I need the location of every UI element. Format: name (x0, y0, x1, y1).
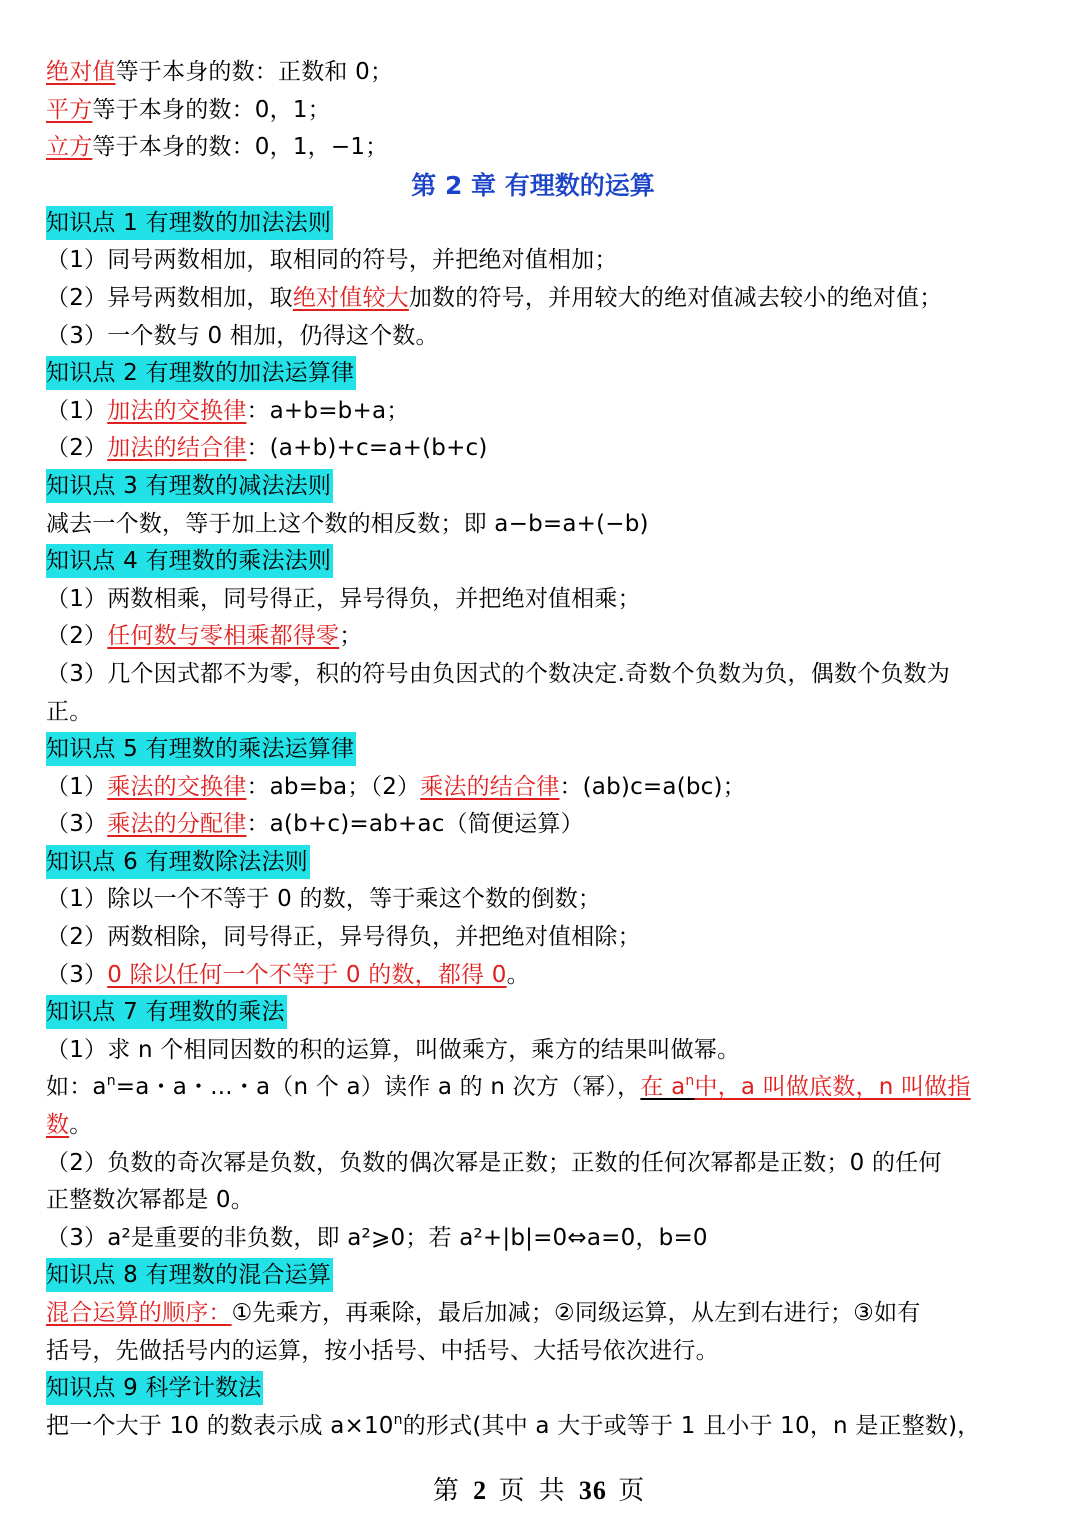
term-square: 平方 (46, 96, 93, 123)
kp8-line1: 混合运算的顺序：①先乘方，再乘除，最后加减；②同级运算，从左到右进行；③如有 (46, 1300, 921, 1326)
red-term: 0 除以任何一个不等于 0 的数，都得 0 (107, 961, 507, 988)
kp7-line2: 如：$a^n=a$・a・...・a（n 个 a）读作 a 的 n 次方（幂），在 $a^n$中，a 叫做底数，n 叫做指 (46, 1073, 971, 1101)
red-term: 中，a 叫做底数，n 叫做指 (694, 1074, 971, 1101)
kp7-line1: （1）求 n 个相同因数的积的运算，叫做乘方，乘方的结果叫做幂。 (46, 1036, 741, 1063)
red-term: 任何数与零相乘都得零 (107, 623, 340, 650)
kp7-line5: （3）a²是重要的非负数，即 a²⩾0；若 a²+|b|=0⇔a=0，b=0 (46, 1224, 708, 1251)
kp2-title: 知识点 2 有理数的加法运算律 (46, 356, 356, 390)
kp4-line2: （2）任何数与零相乘都得零； (46, 623, 363, 650)
kp4-line3a: （3）几个因式都不为零，积的符号由负因式的个数决定.奇数个负数为负，偶数个负数为 (46, 660, 950, 687)
kp7-line4b: 正整数次幂都是 0。 (46, 1187, 254, 1214)
page-number: 2 (473, 1476, 488, 1505)
page-footer (0, 1470, 1080, 1507)
document-page (46, 54, 1036, 1445)
kp7-line3: 数。 (46, 1112, 93, 1139)
kp8-title: 知识点 8 有理数的混合运算 (46, 1258, 333, 1292)
kp6-line1: （1）除以一个不等于 0 的数，等于乘这个数的倒数； (46, 886, 602, 913)
kp9-line1: 把一个大于 10 的数表示成 $a\times 10^n$的形式(其中 a 大于或等于 1 且小于 10，n 是正整数)， (46, 1411, 981, 1439)
red-term: 绝对值较大 (292, 284, 409, 311)
total-pages: 36 (578, 1476, 607, 1505)
kp3-line1: 减去一个数，等于加上这个数的相反数；即 a−b=a+(−b) (46, 510, 649, 537)
kp1-title: 知识点 1 有理数的加法法则 (46, 206, 333, 240)
red-term: 混合运算的顺序： (46, 1300, 232, 1326)
red-term: 乘法的分配律 (107, 811, 247, 838)
red-term: 数 (46, 1112, 70, 1139)
intro-text: 等于本身的数：0，1； (92, 96, 331, 123)
intro-line-square (46, 92, 1036, 130)
kp6-line2: （2）两数相除，同号得正，异号得负，并把绝对值相除； (46, 924, 641, 951)
kp4-line1: （1）两数相乘，同号得正，异号得负，并把绝对值相乘； (46, 585, 641, 612)
kp5-line1: （1）乘法的交换律：ab=ba；（2）乘法的结合律：(ab)c=a(bc)； (46, 773, 746, 800)
kp8-line2: 括号，先做括号内的运算，按小括号、中括号、大括号依次进行。 (46, 1337, 719, 1364)
kp4-line3b: 正。 (46, 698, 93, 725)
kp6-line3: （3）0 除以任何一个不等于 0 的数，都得 0。 (46, 961, 530, 988)
kp1-line1: （1）同号两数相加，取相同的符号，并把绝对值相加； (46, 247, 618, 274)
intro-line-cube (46, 129, 1036, 167)
kp1-line3: （3）一个数与 0 相加，仍得这个数。 (46, 322, 439, 349)
term-cube: 立方 (46, 134, 93, 161)
kp5-title: 知识点 5 有理数的乘法运算律 (46, 732, 356, 766)
red-term: 加法的结合律 (107, 435, 247, 462)
kp7-title: 知识点 7 有理数的乘法 (46, 995, 287, 1029)
kp9-title: 知识点 9 科学计数法 (46, 1371, 263, 1405)
kp1-line2: （2）异号两数相加，取绝对值较大加数的符号，并用较大的绝对值减去较小的绝对值； (46, 284, 943, 311)
intro-line-abs (46, 54, 1036, 92)
red-term: 乘法的交换律 (107, 773, 247, 800)
footer-text: 第 (432, 1476, 462, 1506)
kp3-title: 知识点 3 有理数的减法法则 (46, 469, 333, 503)
red-term: 加法的交换律 (107, 397, 247, 424)
kp2-line1: （1）加法的交换律：a+b=b+a； (46, 397, 410, 424)
red-term-black-underline: 在 $a^n$ (640, 1073, 695, 1101)
red-term: 乘法的结合律 (420, 773, 560, 800)
kp4-title: 知识点 4 有理数的乘法法则 (46, 544, 333, 578)
kp7-line4a: （2）负数的奇次幂是负数，负数的偶次幂是正数；正数的任何次幂都是正数；0 的任何 (46, 1149, 942, 1176)
intro-text: 等于本身的数：0，1，−1； (92, 134, 389, 161)
kp2-line2: （2）加法的结合律：(a+b)+c=a+(b+c) (46, 435, 488, 462)
footer-text: 页 (618, 1476, 648, 1506)
kp5-line2: （3）乘法的分配律：a(b+c)=ab+ac（简便运算） (46, 811, 584, 838)
footer-text: 页 共 (498, 1476, 568, 1506)
kp6-title: 知识点 6 有理数除法法则 (46, 845, 310, 879)
term-abs-value: 绝对值 (46, 59, 116, 85)
chapter-title: 第 2 章 有理数的运算 (411, 170, 655, 200)
intro-text: 等于本身的数：正数和 0； (115, 59, 394, 85)
